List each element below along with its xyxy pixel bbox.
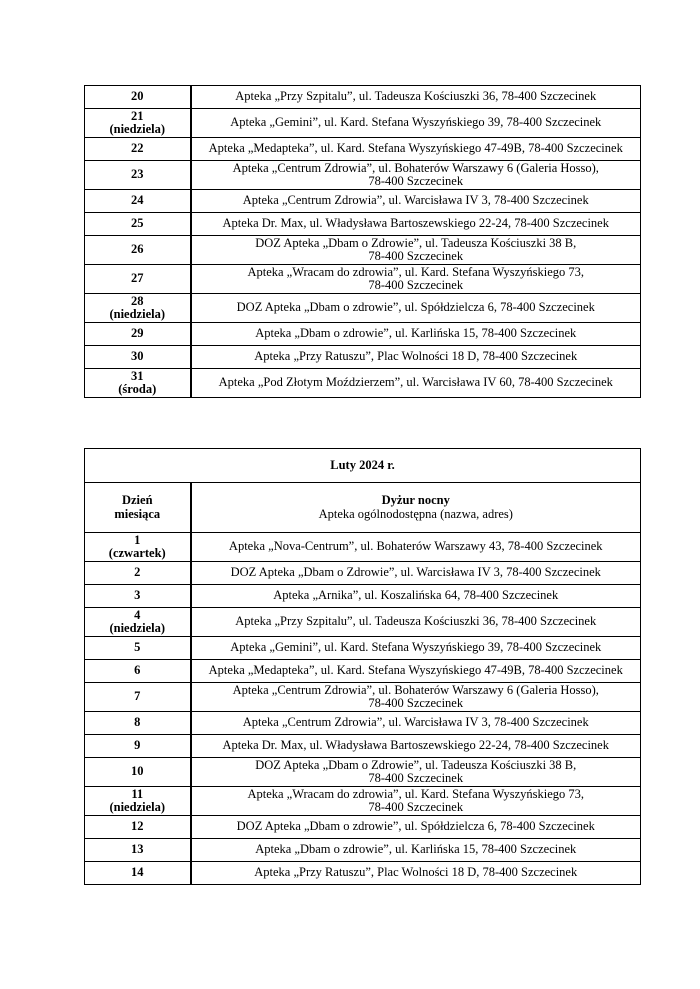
day-number: 8 bbox=[134, 715, 141, 730]
day-header-line1: Dzień bbox=[121, 493, 153, 507]
pharmacy-cell bbox=[191, 213, 641, 236]
day-header-line2: miesiąca bbox=[114, 506, 161, 521]
table-row bbox=[85, 369, 641, 398]
day-cell bbox=[85, 86, 191, 109]
pharmacy-line: Apteka „Wracam do zdrowia”, ul. Kard. Stefana Wyszyńskiego 73, bbox=[247, 786, 585, 801]
pharmacy-cell bbox=[191, 190, 641, 213]
table-row bbox=[85, 533, 641, 562]
day-number: 27 bbox=[131, 271, 144, 286]
pharmacy-line: Apteka „Wracam do zdrowia”, ul. Kard. Stefana Wyszyńskiego 73, bbox=[247, 264, 585, 279]
day-number: 2 bbox=[134, 565, 141, 580]
day-cell bbox=[85, 787, 191, 816]
day-number: 20 bbox=[131, 89, 144, 104]
table-row bbox=[85, 787, 641, 816]
day-cell bbox=[85, 190, 191, 213]
day-number: 6 bbox=[134, 663, 141, 678]
day-number: 3 bbox=[134, 588, 141, 603]
pharmacy-cell bbox=[191, 138, 641, 161]
table-row bbox=[85, 294, 641, 323]
table-row bbox=[85, 585, 641, 608]
pharmacy-cell bbox=[191, 562, 641, 585]
pharmacy-cell bbox=[191, 712, 641, 735]
day-column-header bbox=[85, 483, 191, 533]
day-number: 10 bbox=[131, 764, 144, 779]
weekday-note: (niedziela) bbox=[109, 621, 166, 635]
table-row bbox=[85, 712, 641, 735]
duty-header-subtitle: Apteka ogólnodostępna (nazwa, adres) bbox=[318, 506, 513, 521]
day-number: 14 bbox=[131, 865, 144, 880]
day-cell bbox=[85, 346, 191, 369]
day-cell bbox=[85, 161, 191, 190]
day-number: 5 bbox=[134, 640, 141, 655]
pharmacy-line: Apteka „Gemini”, ul. Kard. Stefana Wyszyńskiego 39, 78-400 Szczecinek bbox=[230, 640, 602, 655]
day-cell bbox=[85, 562, 191, 585]
weekday-note: (niedziela) bbox=[109, 800, 166, 814]
pharmacy-line: Apteka „Nova-Centrum”, ul. Bohaterów Warszawy 43, 78-400 Szczecinek bbox=[228, 539, 603, 554]
weekday-note: (niedziela) bbox=[109, 307, 166, 321]
day-number: 24 bbox=[131, 193, 144, 208]
pharmacy-line: Apteka „Centrum Zdrowia”, ul. Warcisława IV 3, 78-400 Szczecinek bbox=[242, 715, 589, 730]
day-cell bbox=[85, 533, 191, 562]
day-number: 12 bbox=[131, 819, 144, 834]
day-number: 22 bbox=[131, 141, 144, 156]
pharmacy-line: 78-400 Szczecinek bbox=[368, 174, 464, 188]
pharmacy-line: Apteka „Centrum Zdrowia”, ul. Bohaterów Warszawy 6 (Galeria Hosso), bbox=[232, 160, 599, 175]
pharmacy-line: 78-400 Szczecinek bbox=[368, 249, 464, 263]
day-cell bbox=[85, 236, 191, 265]
table-row bbox=[85, 839, 641, 862]
table-row bbox=[85, 86, 641, 109]
day-cell bbox=[85, 213, 191, 236]
day-cell bbox=[85, 369, 191, 398]
pharmacy-line: Apteka „Przy Ratuszu”, Plac Wolności 18 D, 78-400 Szczecinek bbox=[254, 349, 578, 364]
pharmacy-cell bbox=[191, 346, 641, 369]
january-duty-table bbox=[84, 85, 641, 398]
day-cell bbox=[85, 608, 191, 637]
pharmacy-line: 78-400 Szczecinek bbox=[368, 278, 464, 292]
pharmacy-cell bbox=[191, 323, 641, 346]
table-row bbox=[85, 190, 641, 213]
pharmacy-line: Apteka Dr. Max, ul. Władysława Bartoszewskiego 22-24, 78-400 Szczecinek bbox=[222, 738, 609, 753]
table-row bbox=[85, 323, 641, 346]
table-row bbox=[85, 637, 641, 660]
pharmacy-cell bbox=[191, 109, 641, 138]
day-number: 23 bbox=[131, 167, 144, 182]
table-row bbox=[85, 346, 641, 369]
pharmacy-cell bbox=[191, 161, 641, 190]
pharmacy-cell bbox=[191, 660, 641, 683]
weekday-note: (środa) bbox=[118, 382, 157, 396]
pharmacy-line: DOZ Apteka „Dbam o Zdrowie”, ul. Tadeusza Kościuszki 38 B, bbox=[255, 235, 577, 250]
table-row bbox=[85, 683, 641, 712]
pharmacy-line: Apteka „Centrum Zdrowia”, ul. Warcisława IV 3, 78-400 Szczecinek bbox=[242, 193, 589, 208]
table-row bbox=[85, 735, 641, 758]
pharmacy-line: Apteka „Pod Złotym Moździerzem”, ul. Warcisława IV 60, 78-400 Szczecinek bbox=[218, 375, 613, 390]
pharmacy-cell bbox=[191, 86, 641, 109]
day-number: 26 bbox=[131, 242, 144, 257]
month-title-row bbox=[85, 449, 641, 483]
day-cell bbox=[85, 265, 191, 294]
pharmacy-line: Apteka „Przy Ratuszu”, Plac Wolności 18 D, 78-400 Szczecinek bbox=[254, 865, 578, 880]
weekday-note: (niedziela) bbox=[109, 122, 166, 136]
day-cell bbox=[85, 660, 191, 683]
pharmacy-line: DOZ Apteka „Dbam o Zdrowie”, ul. Tadeusza Kościuszki 38 B, bbox=[255, 757, 577, 772]
pharmacy-cell bbox=[191, 533, 641, 562]
day-cell bbox=[85, 839, 191, 862]
month-title: Luty 2024 r. bbox=[85, 449, 641, 483]
january-duty-body bbox=[85, 86, 641, 398]
day-number: 4 bbox=[134, 607, 141, 622]
day-cell bbox=[85, 323, 191, 346]
table-row bbox=[85, 862, 641, 885]
day-number: 7 bbox=[134, 689, 141, 704]
duty-column-header bbox=[191, 483, 641, 533]
pharmacy-line: 78-400 Szczecinek bbox=[368, 771, 464, 785]
pharmacy-cell bbox=[191, 816, 641, 839]
day-number: 21 bbox=[131, 108, 144, 123]
pharmacy-line: Apteka „Arnika”, ul. Koszalińska 64, 78-400 Szczecinek bbox=[273, 588, 559, 603]
duty-header-title: Dyżur nocny bbox=[381, 493, 450, 507]
pharmacy-cell bbox=[191, 637, 641, 660]
day-cell bbox=[85, 294, 191, 323]
pharmacy-line: Apteka „Przy Szpitalu”, ul. Tadeusza Kościuszki 36, 78-400 Szczecinek bbox=[235, 89, 597, 104]
day-number: 28 bbox=[131, 293, 144, 308]
pharmacy-cell bbox=[191, 294, 641, 323]
day-number: 31 bbox=[131, 368, 144, 383]
column-header-row bbox=[85, 483, 641, 533]
table-row bbox=[85, 265, 641, 294]
day-number: 29 bbox=[131, 326, 144, 341]
table-row bbox=[85, 758, 641, 787]
table-row bbox=[85, 213, 641, 236]
pharmacy-line: Apteka „Medapteka”, ul. Kard. Stefana Wyszyńskiego 47-49B, 78-400 Szczecinek bbox=[208, 141, 623, 156]
pharmacy-cell bbox=[191, 839, 641, 862]
day-cell bbox=[85, 585, 191, 608]
pharmacy-line: Apteka „Przy Szpitalu”, ul. Tadeusza Kościuszki 36, 78-400 Szczecinek bbox=[235, 614, 597, 629]
february-duty-table bbox=[84, 448, 641, 885]
pharmacy-cell bbox=[191, 608, 641, 637]
day-cell bbox=[85, 862, 191, 885]
table-row bbox=[85, 138, 641, 161]
pharmacy-cell bbox=[191, 236, 641, 265]
february-duty-body bbox=[85, 449, 641, 885]
day-number: 25 bbox=[131, 216, 144, 231]
pharmacy-line: Apteka „Gemini”, ul. Kard. Stefana Wyszyńskiego 39, 78-400 Szczecinek bbox=[230, 115, 602, 130]
day-number: 9 bbox=[134, 738, 141, 753]
pharmacy-cell bbox=[191, 683, 641, 712]
table-row bbox=[85, 236, 641, 265]
pharmacy-line: 78-400 Szczecinek bbox=[368, 800, 464, 814]
pharmacy-cell bbox=[191, 787, 641, 816]
table-row bbox=[85, 562, 641, 585]
pharmacy-line: Apteka „Medapteka”, ul. Kard. Stefana Wyszyńskiego 47-49B, 78-400 Szczecinek bbox=[208, 663, 623, 678]
day-number: 11 bbox=[131, 786, 144, 801]
day-cell bbox=[85, 758, 191, 787]
table-row bbox=[85, 608, 641, 637]
pharmacy-line: DOZ Apteka „Dbam o zdrowie”, ul. Spółdzielcza 6, 78-400 Szczecinek bbox=[236, 819, 595, 834]
table-row bbox=[85, 109, 641, 138]
pharmacy-cell bbox=[191, 758, 641, 787]
table-row bbox=[85, 660, 641, 683]
day-number: 1 bbox=[134, 532, 141, 547]
day-cell bbox=[85, 109, 191, 138]
pharmacy-line: Apteka „Centrum Zdrowia”, ul. Bohaterów Warszawy 6 (Galeria Hosso), bbox=[232, 682, 599, 697]
pharmacy-line: DOZ Apteka „Dbam o zdrowie”, ul. Spółdzielcza 6, 78-400 Szczecinek bbox=[236, 300, 595, 315]
day-cell bbox=[85, 735, 191, 758]
pharmacy-line: Apteka „Dbam o zdrowie”, ul. Karlińska 15, 78-400 Szczecinek bbox=[255, 326, 577, 341]
day-cell bbox=[85, 816, 191, 839]
table-row bbox=[85, 816, 641, 839]
day-number: 13 bbox=[131, 842, 144, 857]
day-cell bbox=[85, 712, 191, 735]
pharmacy-cell bbox=[191, 369, 641, 398]
day-number: 30 bbox=[131, 349, 144, 364]
day-cell bbox=[85, 637, 191, 660]
weekday-note: (czwartek) bbox=[108, 546, 166, 560]
table-row bbox=[85, 161, 641, 190]
pharmacy-line: DOZ Apteka „Dbam o Zdrowie”, ul. Warcisława IV 3, 78-400 Szczecinek bbox=[230, 565, 601, 580]
pharmacy-line: 78-400 Szczecinek bbox=[368, 696, 464, 710]
pharmacy-cell bbox=[191, 585, 641, 608]
pharmacy-cell bbox=[191, 862, 641, 885]
pharmacy-line: Apteka Dr. Max, ul. Władysława Bartoszewskiego 22-24, 78-400 Szczecinek bbox=[222, 216, 609, 231]
day-cell bbox=[85, 683, 191, 712]
pharmacy-line: Apteka „Dbam o zdrowie”, ul. Karlińska 15, 78-400 Szczecinek bbox=[255, 842, 577, 857]
pharmacy-cell bbox=[191, 735, 641, 758]
day-cell bbox=[85, 138, 191, 161]
pharmacy-cell bbox=[191, 265, 641, 294]
